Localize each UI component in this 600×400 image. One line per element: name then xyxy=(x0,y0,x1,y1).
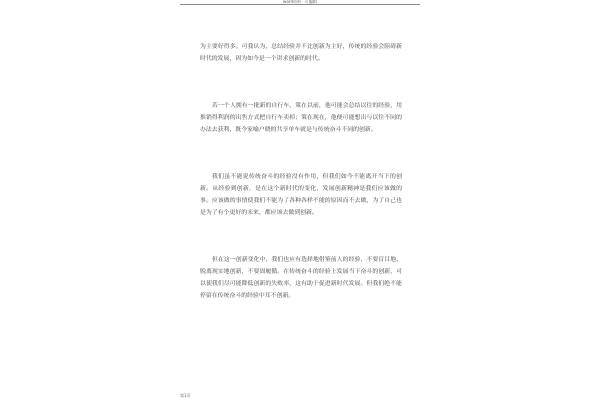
paragraph-gap xyxy=(200,65,402,100)
paragraph-2: 若一个人拥有一批新的自行车，策在以前，他可能会总结以往的经验，用推销得利润的出售方式把自行车卖掉；策在现在，他便可能想出与以往不同的办法去获利，既今家喻户晓的共享单车就是与传统奋斗不同的创新。 xyxy=(200,103,402,133)
page-header-text: word资料 · 可编辑 xyxy=(283,0,317,4)
paragraph-3: 我们虽不能说传统奋斗的经验没有作用，但我们如今不能离开当下的创新。从经验到创新，是在这个新时代的变化，发展创新精神是我们应该做的事。应该做的事情使我们不能为了各种各样不能的原因而不去做，为了自己也是为了有个更好的未来，都应该去做到创新。 xyxy=(200,174,402,216)
paragraph-gap xyxy=(200,219,402,254)
header-rule xyxy=(180,4,420,5)
paragraph-4: 但在这一创新变化中，我们也应有选择地借鉴前人的经验，不要盲目地、脱离现实地创新，不要固履循。在传统奋斗的经验上发展当下奋斗的创新，可以使我们尽可能降低创新的失败率，这有助于促进新时代发展。但我们绝不能停留在传统奋斗的经验中耳不创新。 xyxy=(200,257,402,299)
paragraph-1: 为主要好得多。可我认为，总结经验并不比创新为主好，传统的经验会阻碍新时代的发展，因为如今是一个讲求创新的时代。 xyxy=(200,44,402,62)
page-footer-label: 第1页 xyxy=(180,393,191,398)
document-body xyxy=(200,41,402,302)
paragraph-gap xyxy=(200,136,402,171)
